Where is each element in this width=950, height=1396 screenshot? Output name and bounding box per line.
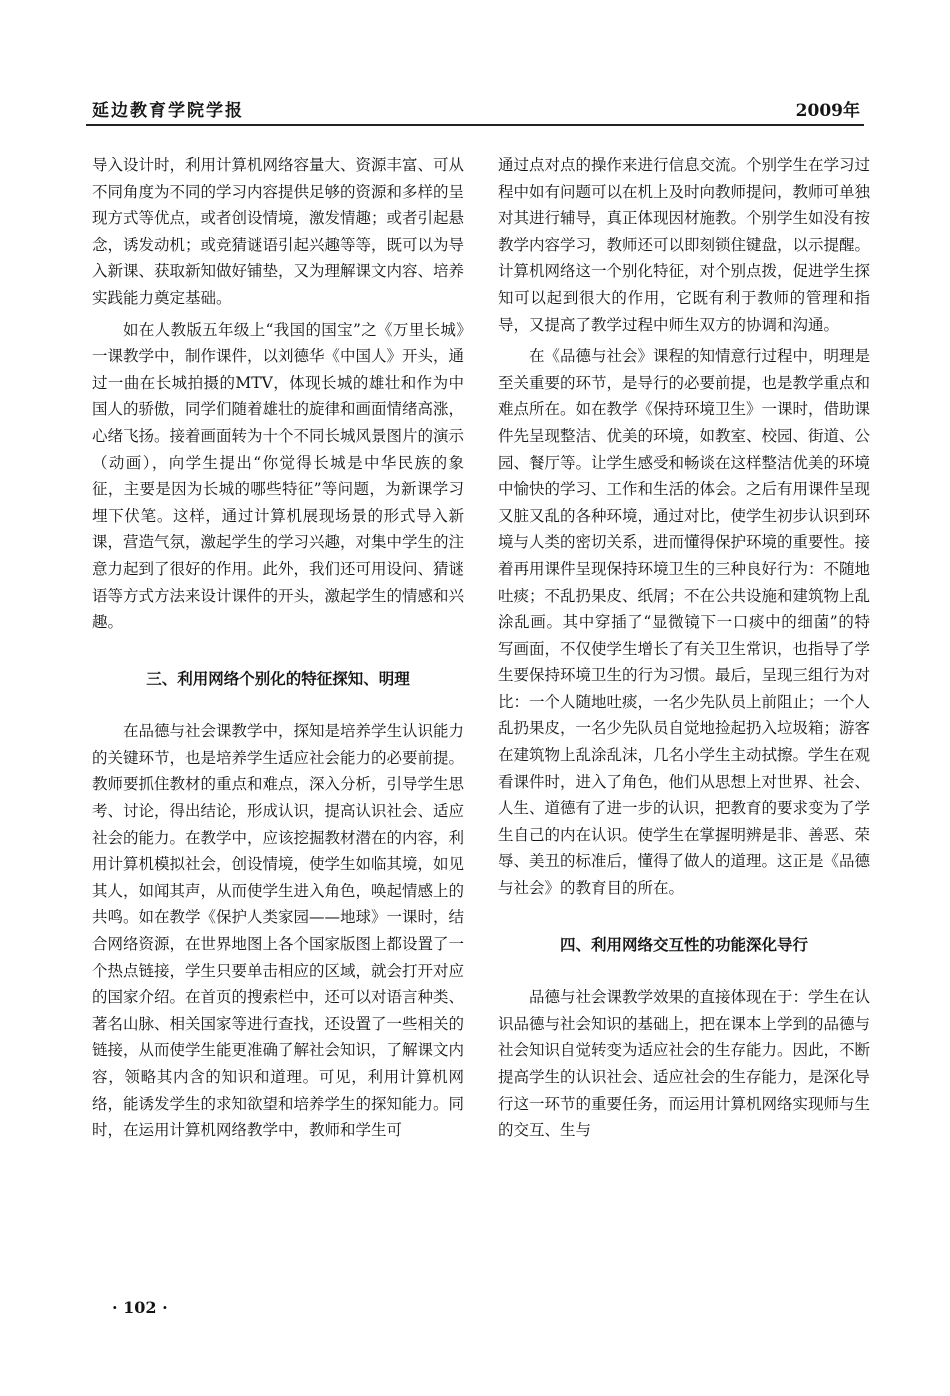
section-heading-4: 四、利用网络交互性的功能深化导行 xyxy=(559,934,808,954)
journal-title: 延边教育学院学报 xyxy=(92,101,244,121)
left-paragraph-3: 在品德与社会课教学中，探知是培养学生认识能力的关键环节，也是培养学生适应社会能力的必要前提。教师要抓住教材的重点和难点，深入分析，引导学生思考、讨论，得出结论，形成认识，提高认识社会、适应社会的能力。在教学中，应该挖掘教材潜在的内容，利用计算机模拟社会，创设情境，使学生如临其境，如见其人，如闻其声，从而使学生进入角色，唤起情感上的共鸣。如在教学《保护人类家园——地球》一课时，结合网络资源，在世界地图上各个国家版图上都设置了一个热点链接，学生只要单击相应的区域，就会打开对应的国家介绍。在首页的搜索栏中，还可以对语言种类、著名山脉、相关国家等进行查找，还设置了一些相关的链接，从而使学生能更准确了解社会知识，了解课文内容，领略其内含的知识和道理。可见，利用计算机网络，能诱发学生的求知欲望和培养学生的探知能力。同时，在运用计算机网络教学中，教师和学生可 xyxy=(92,722,465,1140)
left-paragraph-1: 导入设计时，利用计算机网络容量大、资源丰富、可从不同角度为不同的学习内容提供足够的资源和多样的呈现方式等优点，或者创设情境，激发情趣；或者引起悬念，诱发动机；或竞猜谜语引起兴趣等等，既可以为导入新课、获取新知做好铺垫，又为理解课文内容、培养实践能力奠定基础。 xyxy=(92,156,465,307)
page-number: · 102 · xyxy=(112,1298,168,1317)
section-heading-3: 三、利用网络个别化的特征探知、明理 xyxy=(146,668,410,688)
left-column xyxy=(92,152,464,1149)
header-rule xyxy=(86,124,864,126)
publication-year: 2009年 xyxy=(795,101,860,121)
left-paragraph-2: 如在人教版五年级上“我国的国宝”之《万里长城》一课教学中，制作课件，以刘德华《中国人》开头，通过一曲在长城拍摄的MTV，体现长城的雄壮和作为中国人的骄傲，同学们随着雄壮的旋律和画面情绪高涨，心绪飞扬。接着画面转为十个不同长城风景图片的演示（动画），向学生提出“你觉得长城是中华民族的象征，主要是因为长城的哪些特征”等问题，为新课学习埋下伏笔。这样，通过计算机展现场景的形式导入新课，营造气氛，激起学生的学习兴趣，对集中学生的注意力起到了很好的作用。此外，我们还可用设问、猜谜语等方式方法来设计课件的开头，激起学生的情感和兴趣。 xyxy=(92,320,465,632)
right-paragraph-3: 品德与社会课教学效果的直接体现在于：学生在认识品德与社会知识的基础上，把在课本上学到的品德与社会知识自觉转变为适应社会的生存能力。因此，不断提高学生的认识社会、适应社会的生存能力，是深化导行这一环节的重要任务，而运用计算机网络实现师与生的交互、生与 xyxy=(498,988,871,1140)
right-paragraph-2: 在《品德与社会》课程的知情意行过程中，明理是至关重要的环节，是导行的必要前提，也是教学重点和难点所在。如在教学《保持环境卫生》一课时，借助课件先呈现整洁、优美的环境，如教室、校园、街道、公园、餐厅等。让学生感受和畅谈在这样整洁优美的环境中愉快的学习、工作和生活的体会。之后有用课件呈现又脏又乱的各种环境，通过对比，使学生初步认识到环境与人类的密切关系，进而懂得保护环境的重要性。接着再用课件呈现保持环境卫生的三种良好行为：不随地吐痰；不乱扔果皮、纸屑；不在公共设施和建筑物上乱涂乱画。其中穿插了“显微镜下一口痰中的细菌”的特写画面，不仅使学生增长了有关卫生常识，也指导了学生要保持环境卫生的行为习惯。最后，呈现三组行为对比：一个人随地吐痰，一名少先队员上前阻止；一个人乱扔果皮，一名少先队员自觉地捡起扔入垃圾箱；游客在建筑物上乱涂乱沫，几名小学生主动拭擦。学生在观看课件时，进入了角色，他们从思想上对世界、社会、人生、道德有了进一步的认识，把教育的要求变为了学生自己的内在认识。使学生在掌握明辨是非、善恶、荣辱、美丑的标准后，懂得了做人的道理。这正是《品德与社会》的教育目的所在。 xyxy=(498,347,871,898)
right-column xyxy=(498,152,870,1149)
right-paragraph-1: 通过点对点的操作来进行信息交流。个别学生在学习过程中如有问题可以在机上及时向教师提问，教师可单独对其进行辅导，真正体现因材施教。个别学生如没有按教学内容学习，教师还可以即刻锁住键盘，以示提醒。计算机网络这一个别化特征，对个别点拨，促进学生探知可以起到很大的作用，它既有利于教师的管理和指导，又提高了教学过程中师生双方的协调和沟通。 xyxy=(498,156,871,334)
